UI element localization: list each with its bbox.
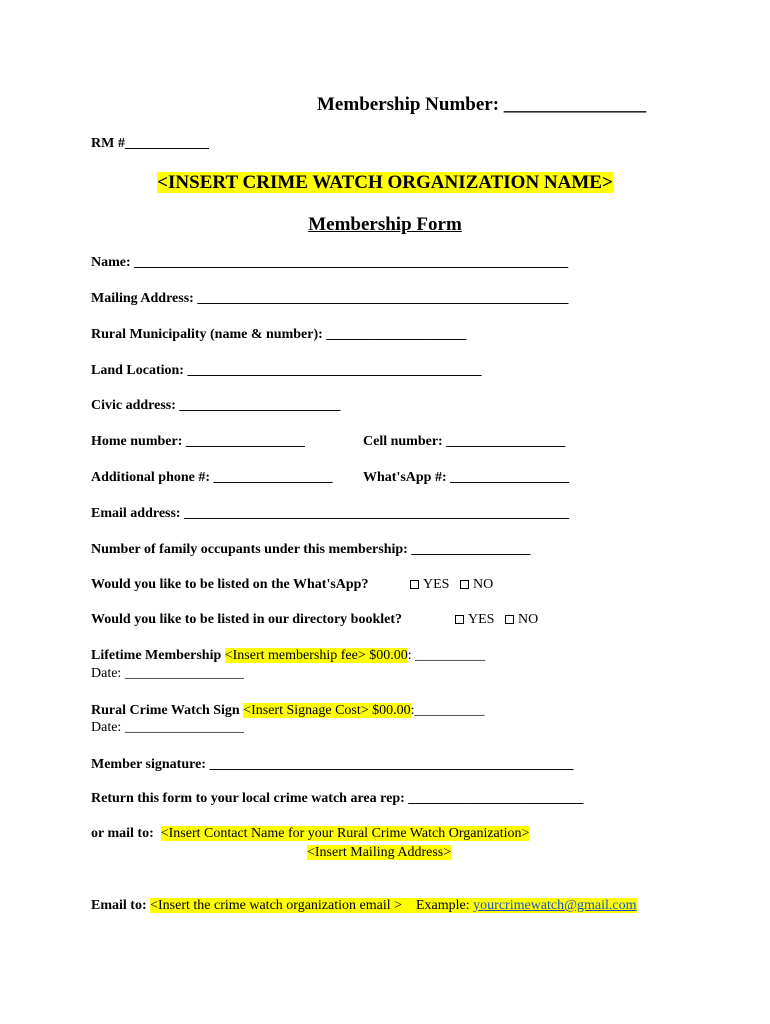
yes-label: YES <box>468 612 495 627</box>
sign-date-field[interactable]: Date: _________________ <box>91 720 244 735</box>
family-occupants-field[interactable]: Number of family occupants under this membership: _________________ <box>91 542 531 557</box>
signage-cost: <Insert Signage Cost> $00.00 <box>243 703 411 718</box>
email-to-label: Email to: <box>91 898 151 913</box>
land-location-field[interactable]: Land Location: __________________________________________ <box>91 363 482 378</box>
crime-watch-sign-line <box>91 703 485 719</box>
directory-no-checkbox[interactable] <box>505 615 514 624</box>
email-placeholder-text: <Insert the crime watch organization email > <box>150 898 402 913</box>
rm-number: RM #____________ <box>91 136 209 151</box>
organization-name <box>0 172 770 194</box>
whatsapp-question: Would you like to be listed on the What'sApp? <box>91 577 369 592</box>
mailing-address-field[interactable]: Mailing Address: _____________________________________________________ <box>91 291 569 306</box>
lifetime-blank[interactable]: : __________ <box>407 648 486 663</box>
organization-email-placeholder <box>150 898 636 913</box>
no-label: NO <box>472 577 494 592</box>
directory-question: Would you like to be listed in our directory booklet? <box>91 612 403 627</box>
email-address-field[interactable]: Email address: _______________________________________________________ <box>91 506 570 521</box>
mailing-address-placeholder <box>307 845 451 861</box>
whatsapp-number-field[interactable]: What'sApp #: _________________ <box>363 470 570 485</box>
civic-address-field[interactable]: Civic address: _______________________ <box>91 398 341 413</box>
mailing-address-text: <Insert Mailing Address> <box>307 845 452 860</box>
directory-yes-checkbox[interactable] <box>455 615 464 624</box>
lifetime-membership-line <box>91 648 485 664</box>
return-form-field[interactable]: Return this form to your local crime watch area rep: _________________________ <box>91 791 584 806</box>
mail-to-line <box>91 826 529 842</box>
mail-to-label: or mail to: <box>91 826 158 841</box>
additional-phone-field[interactable]: Additional phone #: _________________ <box>91 470 333 485</box>
no-label: NO <box>517 612 539 627</box>
whatsapp-yes-checkbox[interactable] <box>410 580 419 589</box>
rural-municipality-field[interactable]: Rural Municipality (name & number): ____________________ <box>91 327 467 342</box>
crime-watch-sign-label: Rural Crime Watch Sign <box>91 703 244 718</box>
home-number-field[interactable]: Home number: _________________ <box>91 434 305 449</box>
example-label: Example: <box>402 898 474 913</box>
example-email-link[interactable]: yourcrimewatch@gmail.com <box>473 898 637 913</box>
membership-number: Membership Number: _______________ <box>317 94 647 115</box>
lifetime-date-field[interactable]: Date: _________________ <box>91 666 244 681</box>
lifetime-membership-label: Lifetime Membership <box>91 648 225 663</box>
yes-label: YES <box>423 577 450 592</box>
whatsapp-options <box>410 577 493 593</box>
organization-name-text: <INSERT CRIME WATCH ORGANIZATION NAME> <box>157 172 613 193</box>
whatsapp-no-checkbox[interactable] <box>460 580 469 589</box>
cell-number-field[interactable]: Cell number: _________________ <box>363 434 566 449</box>
name-field[interactable]: Name: ______________________________________________________________ <box>91 255 569 270</box>
directory-options <box>455 612 538 628</box>
sign-blank[interactable]: :__________ <box>410 703 485 718</box>
member-signature-field[interactable]: Member signature: ____________________________________________________ <box>91 757 574 772</box>
form-title: Membership Form <box>308 214 462 235</box>
email-to-line <box>91 898 637 914</box>
membership-fee: <Insert membership fee> $00.00 <box>224 648 408 663</box>
contact-name: <Insert Contact Name for your Rural Crime Watch Organization> <box>160 826 530 841</box>
